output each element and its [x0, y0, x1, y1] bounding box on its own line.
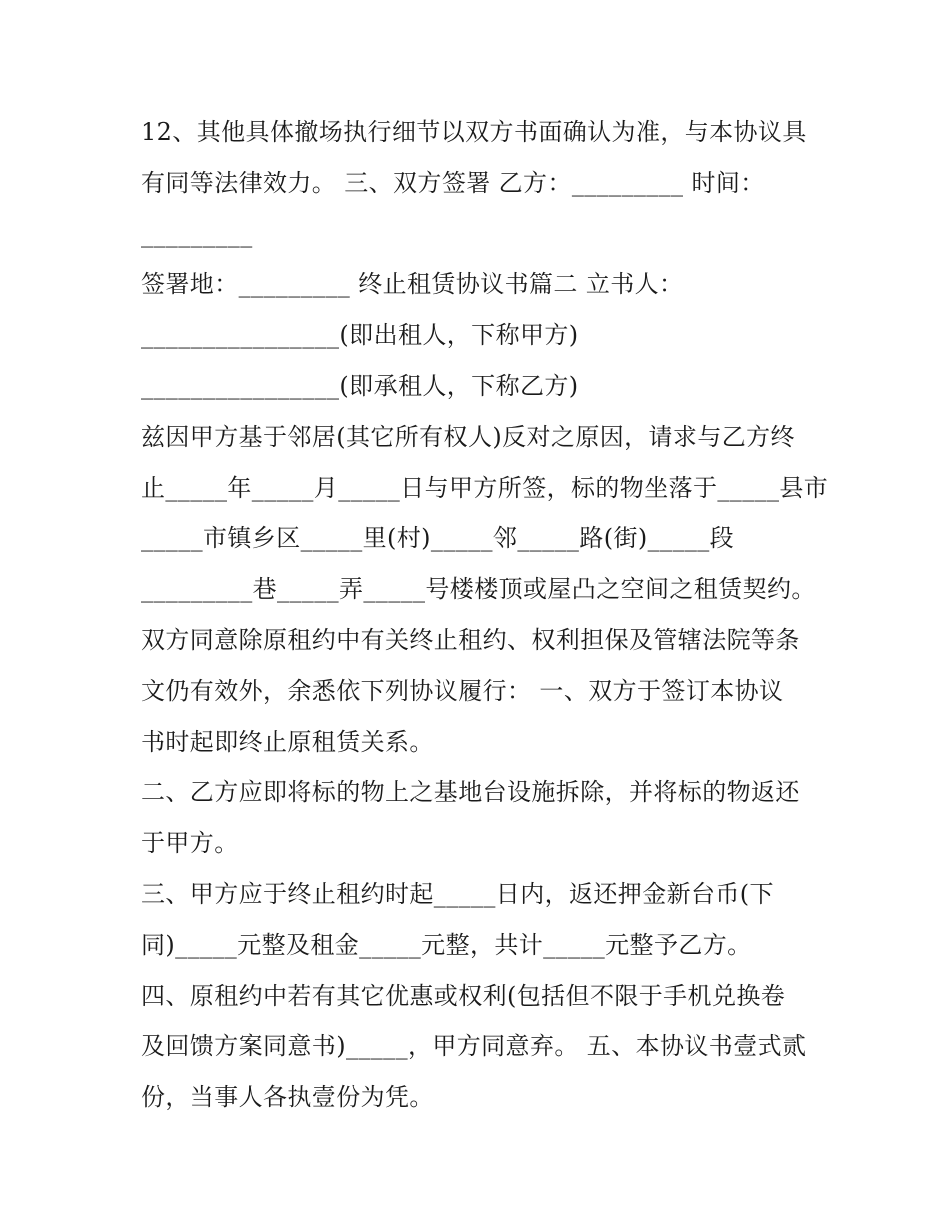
- text-line: _____市镇乡区_____里(村)_____邻_____路(街)_____段: [141, 524, 735, 553]
- text-line: 双方同意除原租约中有关终止租约、权利担保及管辖法院等条: [141, 625, 800, 654]
- document-body: [141, 107, 829, 1123]
- text-line: 签署地：_________ 终止租赁协议书篇二 立书人：: [141, 270, 684, 299]
- text-line: ________________(即出租人，下称甲方): [141, 321, 579, 350]
- text-line: 有同等法律效力。 三、双方签署 乙方：_________ 时间：: [141, 168, 765, 197]
- text-line: 文仍有效外，余悉依下列协议履行： 一、双方于签订本协议: [141, 676, 784, 705]
- text-line: _________: [141, 219, 253, 248]
- text-line: _________巷_____弄_____号楼楼顶或屋凸之空间之租赁契约。: [141, 575, 816, 604]
- text-line: 书时起即终止原租赁关系。: [141, 727, 434, 756]
- text-line: 及回馈方案同意书)_____，甲方同意弃。 五、本协议书壹式贰: [141, 1032, 807, 1061]
- text-line: ________________(即承租人，下称乙方): [141, 371, 579, 400]
- text-line: 二、乙方应即将标的物上之基地台设施拆除，并将标的物返还: [141, 778, 800, 807]
- text-line: 兹因甲方基于邻居(其它所有权人)反对之原因，请求与乙方终: [141, 422, 795, 451]
- text-line: 12、其他具体撤场执行细节以双方书面确认为准，与本协议具: [141, 118, 807, 146]
- text-line: 份，当事人各执壹份为凭。: [141, 1083, 434, 1112]
- text-line: 三、甲方应于终止租约时起_____日内，返还押金新台币(下: [141, 879, 774, 908]
- text-line: 四、原租约中若有其它优惠或权利(包括但不限于手机兑换卷: [141, 981, 786, 1010]
- text-line: 同)_____元整及租金_____元整，共计_____元整予乙方。: [141, 930, 752, 959]
- text-line: 于甲方。: [141, 829, 239, 858]
- text-line: 止_____年_____月_____日与甲方所签，标的物坐落于_____县市: [141, 473, 829, 502]
